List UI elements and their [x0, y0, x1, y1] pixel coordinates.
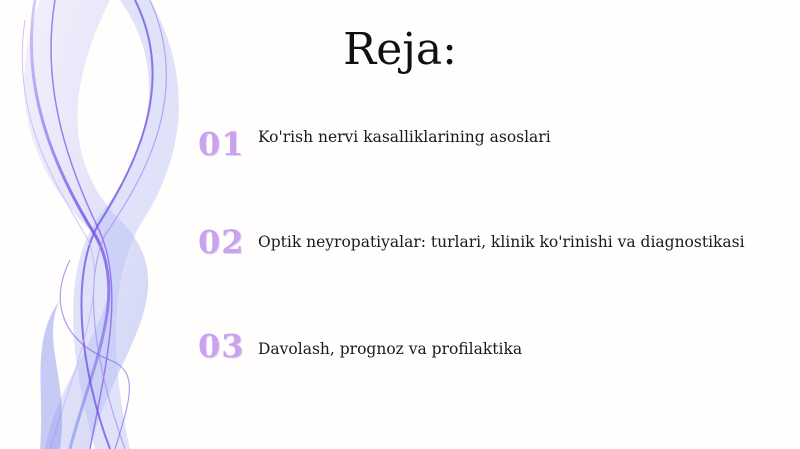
agenda-item-number: 03	[198, 327, 245, 365]
purple-wave-decoration	[0, 0, 220, 449]
agenda-item	[198, 122, 551, 166]
agenda-item-text: Optik neyropatiyalar: turlari, klinik ko'rinishi va diagnostikasi	[258, 233, 745, 251]
agenda-item-number: 01	[198, 125, 245, 163]
agenda-item-number: 02	[198, 223, 245, 261]
agenda-item-text: Ko'rish nervi kasalliklarining asoslari	[258, 128, 551, 146]
agenda-item	[198, 220, 745, 264]
agenda-item	[198, 324, 522, 368]
agenda-item-text: Davolash, prognoz va profilaktika	[258, 340, 523, 358]
slide-title: Reja:	[343, 24, 457, 75]
